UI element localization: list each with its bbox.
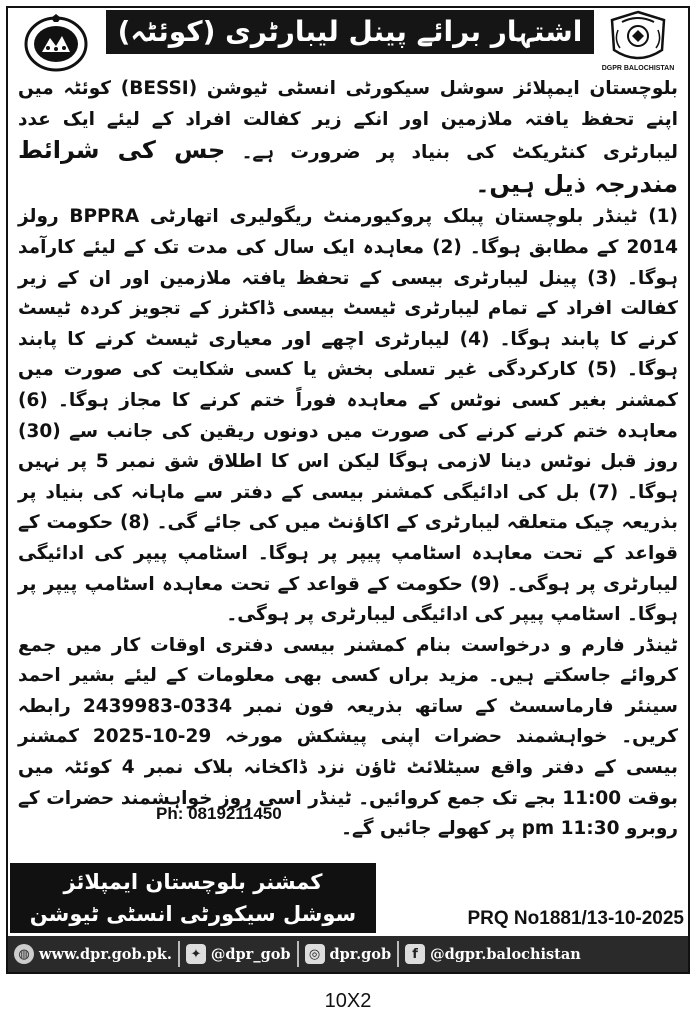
conditions-list: (1) ٹینڈر بلوچستان پبلک پروکیورمنٹ ریگولیری اتھارٹی BPPRA رولز 2014 کے مطابق ہوگا۔ (2) معاہدہ ایک سال کی مدت تک کے لیئے کارآمد ہوگا۔ (3) پینل لیبارٹری بیسی کے تحفظ یافتہ ملازمین اور ان کے زیر کفالت افراد کے تمام لیبارٹری ٹیسٹ بیسی ڈاکٹرز کے تجویز کردہ ٹیسٹ کرنے کا پابند ہوگا۔ (4) لیبارٹری اچھے اور معیاری ٹیسٹ کرنے کا پابند ہوگا۔ (5) کارکردگی غیر تسلی بخش یا کسی شکایت کی صورت میں کمشنر بغیر کسی نوٹس کے معاہدہ فوراً ختم کرنے کا مجاز ہوگا۔ (6) معاہدہ ختم کرنے کرنے کی صورت میں دونوں ریقین کی جانب سے (30) روز قبل نوٹس دینا لازمی ہوگا لیکن اس کا اطلاق شق نمبر 5 پر نہیں ہوگا۔ (7) بل کی ادائیگی کمشنر بیسی کے دفتر سے ماہانہ کی بنیاد پر بذریعہ چیک متعلقہ لیبارٹری کے اکاؤنٹ میں کی جائے گی۔ (8) حکومت کے قواعد کے تحت معاہدہ اسٹامپ پیپر پر ہوگا۔ اسٹامپ پیپر کی ادائیگی لیبارٹری پر ہوگی۔ (9) حکومت کے قواعد کے تحت معاہدہ اسٹامپ پیپر پر ہوگا۔ اسٹامپ پیپر کی ادائیگی لیبارٹری پر ہوگی۔ [18,206,679,626]
globe-icon: ◍ [14,944,34,964]
bessi-logo-icon [20,12,92,72]
social-instagram[interactable] [299,941,400,967]
social-facebook[interactable] [399,941,587,967]
social-website[interactable] [8,941,180,967]
issuer-banner [10,863,376,933]
ad-header [8,8,688,76]
facebook-icon: f [405,944,425,964]
social-facebook-label: @dgpr.balochistan [430,945,581,963]
prq-number: PRQ No1881/13-10-2025 [467,908,684,929]
twitter-icon: ✦ [186,944,206,964]
advertisement [6,6,690,974]
conditions-heading: جس کی شرائط مندرجہ ذیل ہیں۔ [18,136,678,198]
tender-info: ٹینڈر فارم و درخواست بنام کمشنر بیسی دفتری اوقات کار میں جمع کروائے جاسکتے ہیں۔ مزید براں کسی بھی معلومات کے لیئے بشیر احمد سینئر فارماسسٹ کے ساتھ بذریعہ فون نمبر 0334-2439983 رابطہ کریں۔ خواہشمند حضرات اپنی پیشکش مورخہ 29-10-2025 کمشنر بیسی کے دفتر واقع سیٹلائٹ ٹاؤن نزد ڈاکخانہ بلاک نمبر 4 کوئٹہ میں بوقت 11:00 بجے تک جمع کروائیں۔ ٹینڈر اسی روز خواہشمند حضرات کے روبرو 11:30 pm پر کھولے جائیں گے۔ [18,634,678,840]
social-instagram-label: dpr.gob [329,945,392,963]
social-twitter[interactable] [180,941,299,967]
social-website-label: www.dpr.gob.pk. [39,945,172,963]
ad-size-label: 10X2 [324,990,372,1012]
ad-title: اشتہار برائے پینل لیبارٹری (کوئٹہ) [106,10,594,54]
phone-number: Ph: 0819211450 [156,804,282,823]
instagram-icon: ◎ [305,944,325,964]
logo-caption: DGPR BALOCHISTAN [601,65,675,72]
issuer-line-2: سوشل سیکورٹی انسٹی ٹیوشن [29,902,357,926]
issuer-line-1: کمشنر بلوچستان ایمپلائز [63,870,323,894]
social-bar [8,936,688,972]
dgpr-balochistan-logo-icon [598,10,678,72]
social-twitter-label: @dpr_gob [210,945,291,963]
intro-text: بلوچستان ایمپلائز سوشل سیکورٹی انسٹی ٹیوشن (BESSI) کوئٹہ میں اپنے تحفظ یافتہ ملازمین اور انکے زیر کفالت افراد کے لیئے ایک عدد لیبارٹری کنٹریکٹ کی بنیاد پر ضرورت ہے۔ [18,78,678,164]
ad-body [18,74,678,845]
